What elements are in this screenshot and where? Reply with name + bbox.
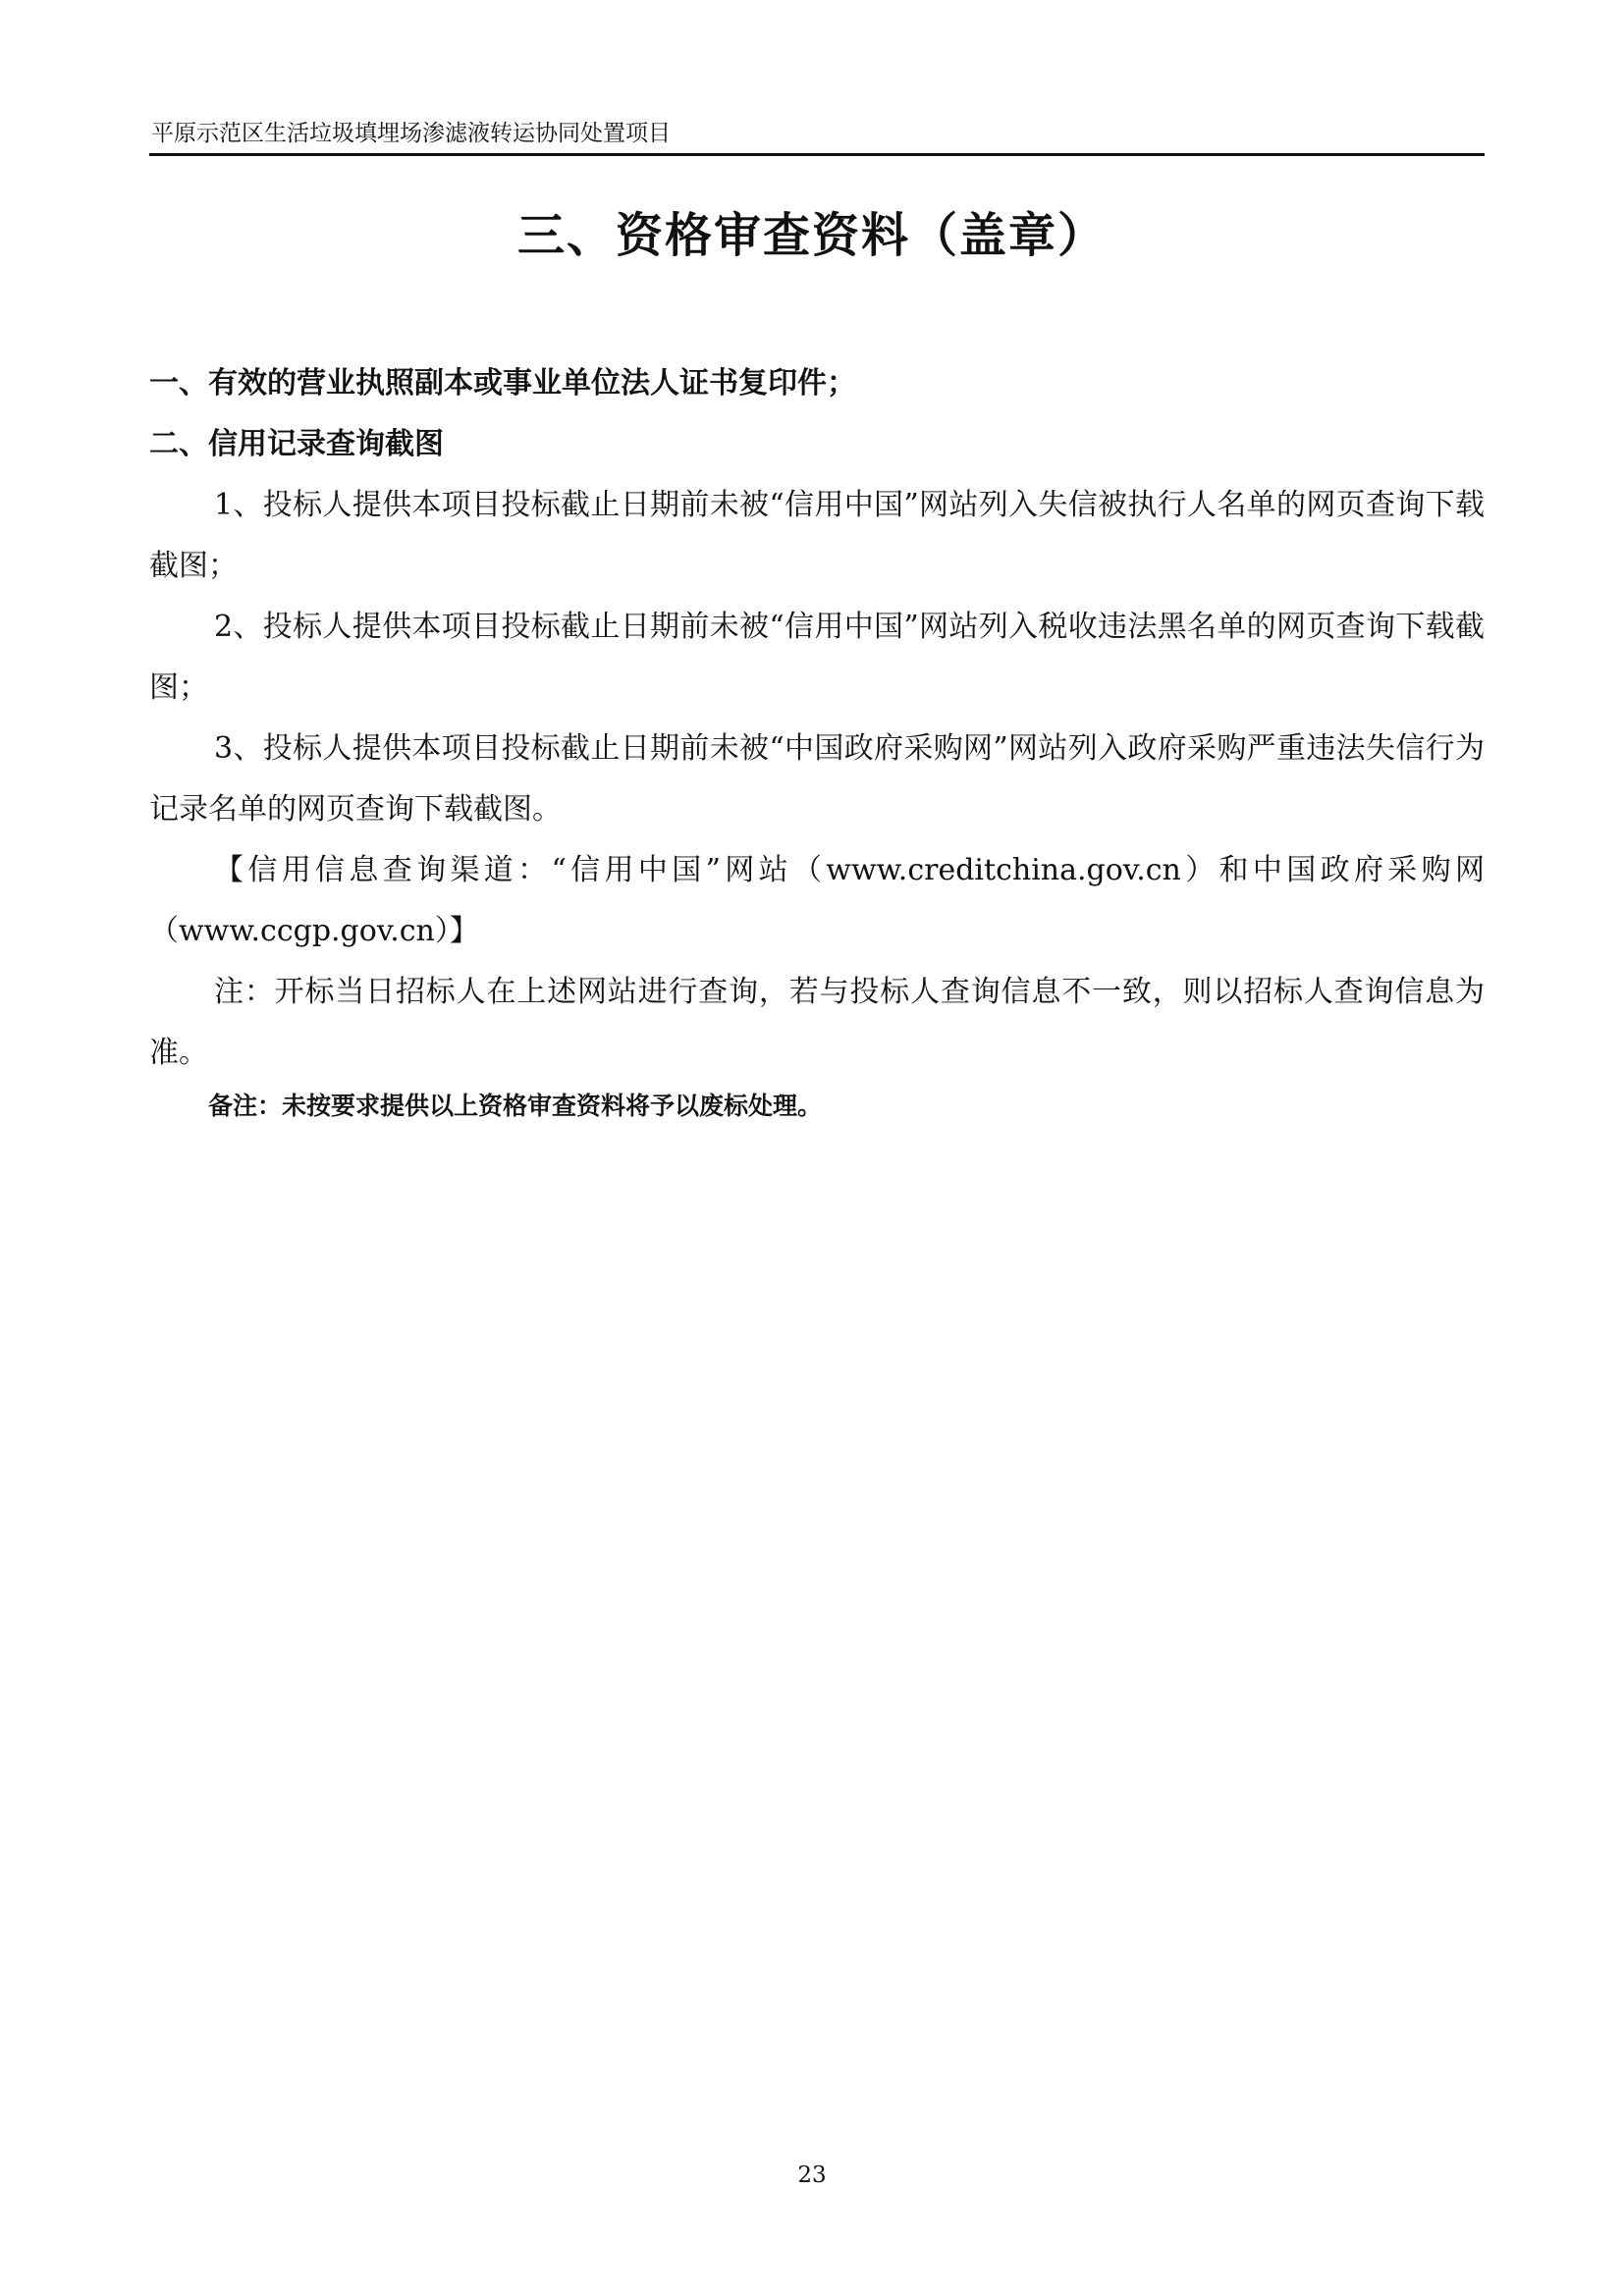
header-project-name: 平原示范区生活垃圾填埋场渗滤液转运协同处置项目 (151, 121, 671, 146)
section-heading-credit-record: 二、信用记录查询截图 (149, 427, 444, 461)
page-title: 三、资格审查资料（盖章） (516, 208, 1107, 263)
paragraph-query-channels: 【信用信息查询渠道：“信用中国”网站（www.creditchina.gov.cn）和中国政府采购网（www.ccgp.gov.cn）】 (149, 853, 1485, 948)
page-number: 23 (797, 2163, 827, 2188)
paragraph-item-2: 2、投标人提供本项目投标截止日期前未被“信用中国”网站列入税收违法黑名单的网页查询下载截图； (149, 610, 1485, 705)
paragraph-item-3: 3、投标人提供本项目投标截止日期前未被“中国政府采购网”网站列入政府采购严重违法失信行为记录名单的网页查询下载截图。 (149, 731, 1485, 827)
page-header (149, 114, 1485, 156)
paragraph-item-1: 1、投标人提供本项目投标截止日期前未被“信用中国”网站列入失信被执行人名单的网页查询下载截图； (149, 488, 1485, 583)
document-body (149, 353, 1485, 1129)
remark-disqualification: 备注：未按要求提供以上资格审查资料将予以废标处理。 (208, 1092, 823, 1120)
paragraph-note: 注：开标当日招标人在上述网站进行查询，若与投标人查询信息不一致，则以招标人查询信息为准。 (149, 975, 1485, 1070)
section-heading-business-license: 一、有效的营业执照副本或事业单位法人证书复印件； (149, 366, 856, 400)
